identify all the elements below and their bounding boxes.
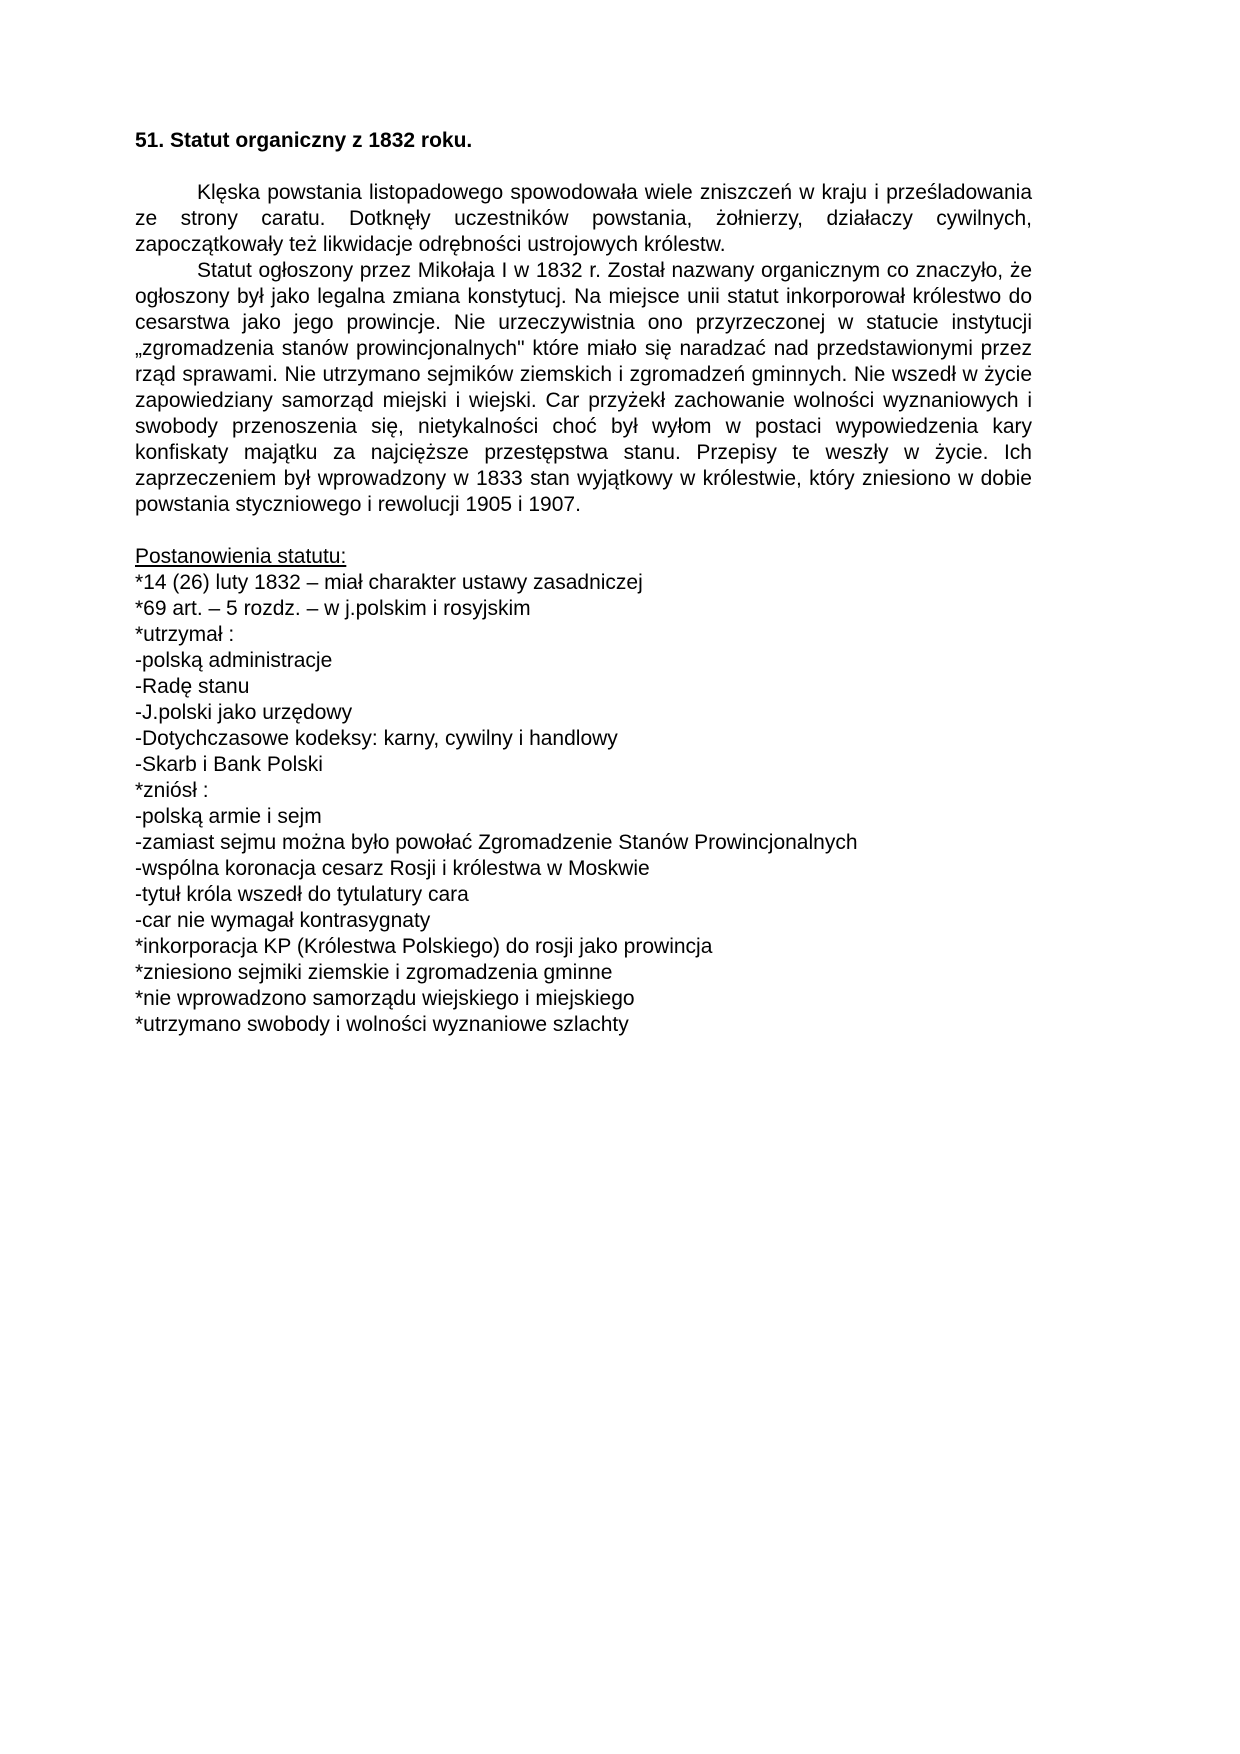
list-item: *69 art. – 5 rozdz. – w j.polskim i rosyjskim [135, 597, 531, 620]
paragraph-statute-description: Statut ogłoszony przez Mikołaja I w 1832 r. Został nazwany organicznym co znaczyło, że ogłoszony był jako legalna zmiana konstytucj. Na miejsce unii statut inkorporował królestwo do cesarstwa jako jego prowincje. Nie urzeczywistnia ono przyrzeczonej w statucie instytucji „zgromadzenia stanów prowincjonalnych" które miało się naradzać nad przedstawionymi przez rząd sprawami. Nie utrzymano sejmików ziemskich i zgromadzeń gminnych. Nie wszedł w życie zapowiedziany samorząd miejski i wiejski. Car przyżekł zachowanie wolności wyznaniowych i swobody przenoszenia się, nietykalności choć był wyłom w postaci wypowiedzenia kary konfiskaty majątku za najcięższe przestępstwa stanu. Przepisy te weszły w życie. Ich zaprzeczeniem był wprowadzony w 1833 stan wyjątkowy w królestwie, który zniesiono w dobie powstania styczniowego i rewolucji 1905 i 1907. [135, 259, 1032, 516]
list-item: *utrzymano swobody i wolności wyznaniowe szlachty [135, 1013, 629, 1036]
provisions-list [135, 570, 1032, 1038]
list-item: -polską administracje [135, 649, 333, 672]
list-item: *zniesiono sejmiki ziemskie i zgromadzenia gminne [135, 961, 613, 984]
list-item: -Radę stanu [135, 675, 250, 698]
list-item: *inkorporacja KP (Królestwa Polskiego) do rosji jako prowincja [135, 935, 713, 958]
list-item: -tytuł króla wszedł do tytulatury cara [135, 883, 469, 906]
list-item: -wspólna koronacja cesarz Rosji i królestwa w Moskwie [135, 857, 650, 880]
list-item: -Skarb i Bank Polski [135, 753, 323, 776]
list-item: *nie wprowadzono samorządu wiejskiego i miejskiego [135, 987, 635, 1010]
list-item: -car nie wymagał kontrasygnaty [135, 909, 431, 932]
list-item: *zniósł : [135, 779, 209, 802]
list-item: -J.polski jako urzędowy [135, 701, 353, 724]
section-heading-provisions: Postanowienia statutu: [135, 545, 347, 568]
document-title: 51. Statut organiczny z 1832 roku. [135, 129, 473, 152]
list-item: -zamiast sejmu można było powołać Zgromadzenie Stanów Prowincjonalnych [135, 831, 858, 854]
list-item: *14 (26) luty 1832 – miał charakter ustawy zasadniczej [135, 571, 643, 594]
list-item: *utrzymał : [135, 623, 235, 646]
list-item: -polską armie i sejm [135, 805, 322, 828]
list-item: -Dotychczasowe kodeksy: karny, cywilny i handlowy [135, 727, 618, 750]
paragraph-intro: Klęska powstania listopadowego spowodowała wiele zniszczeń w kraju i prześladowania ze strony caratu. Dotknęły uczestników powstania, żołnierzy, działaczy cywilnych, zapoczątkowały też likwidacje odrębności ustrojowych królestw. [135, 181, 1032, 256]
